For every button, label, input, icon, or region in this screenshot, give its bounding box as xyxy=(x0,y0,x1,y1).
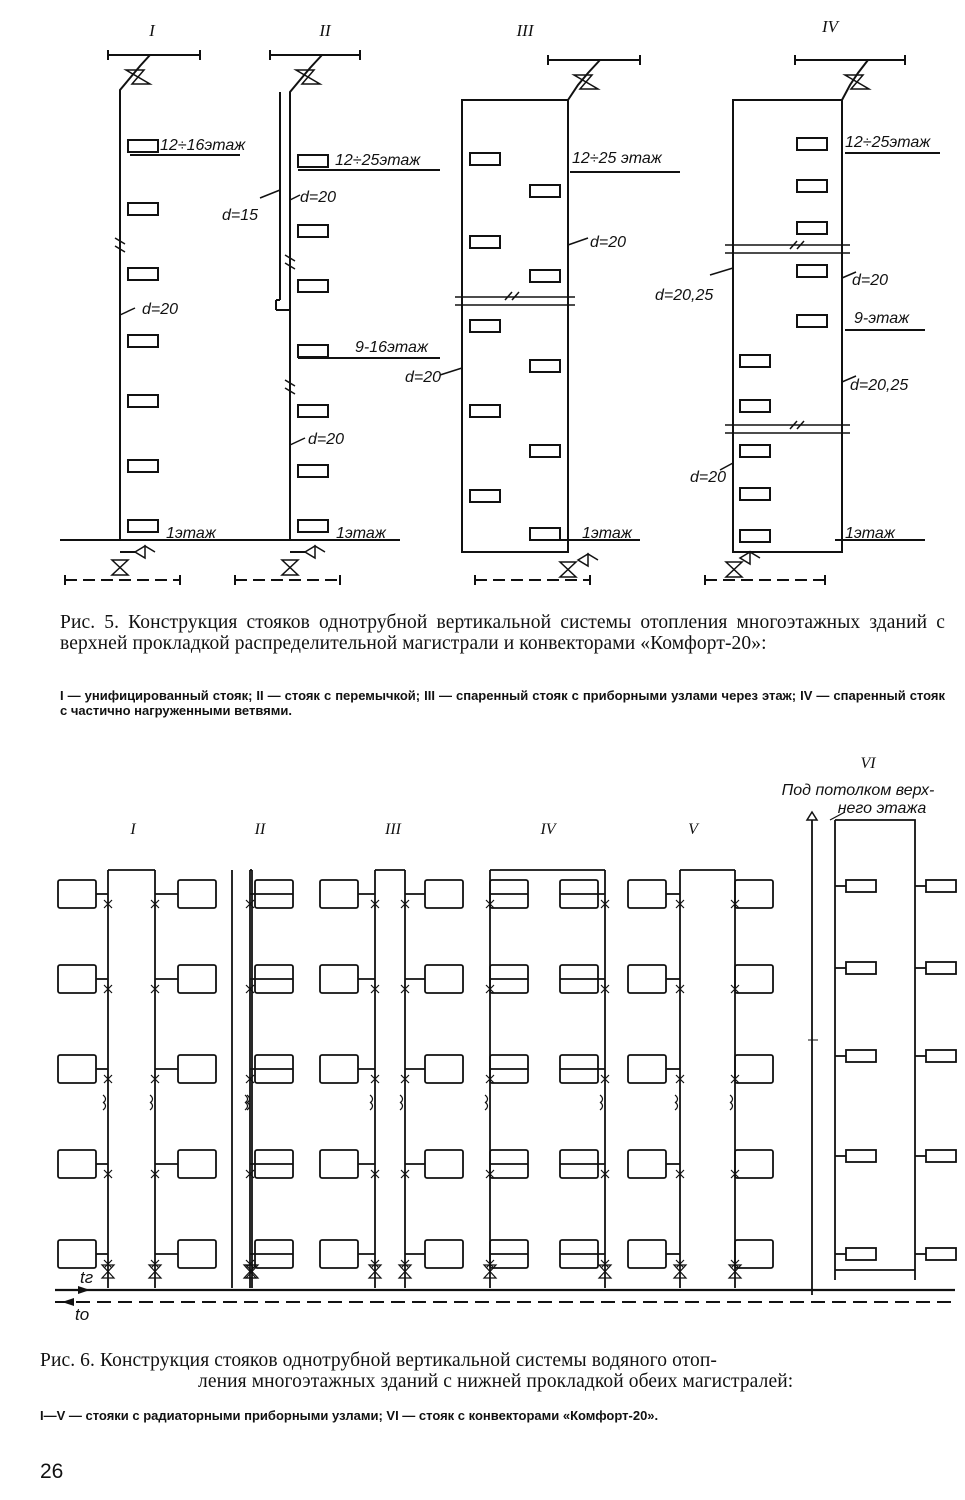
fig6-radiator xyxy=(58,1055,96,1083)
figure-6-caption-line1: Рис. 6. Конструкция стояков однотрубной вертикальной системы водяного отоп- xyxy=(40,1350,718,1371)
fig5-riser-1 xyxy=(60,50,246,585)
fig6-radiator xyxy=(58,1240,96,1268)
fig6-radiator xyxy=(425,1240,463,1268)
figure-5-diagram xyxy=(0,0,965,600)
fig5-riser-3 xyxy=(405,55,680,585)
figure-5-caption-title: Рис. 5. Конструкция стояков однотрубной вертикальной системы отопления многоэтажных зданий с верхней прокладкой распределительной магистрали и конвекторами «Комфорт-20»: xyxy=(60,612,945,654)
fig6-radiator xyxy=(320,880,358,908)
fig5-riser-2 xyxy=(222,50,440,585)
fig5-r3-label-bottom: 1этаж xyxy=(582,525,632,542)
fig6-radiator xyxy=(425,965,463,993)
figure-6-diagram xyxy=(0,740,965,1340)
fig6-radiator xyxy=(178,1055,216,1083)
fig6-radiator xyxy=(58,965,96,993)
fig5-r1-label-top: 12÷16этаж xyxy=(160,137,246,154)
fig6-radiator xyxy=(178,1240,216,1268)
fig5-r4-label-top: 12÷25этаж xyxy=(845,134,931,151)
figure-6-caption-title xyxy=(40,1350,945,1392)
fig5-r2-label-d20a: d=20 xyxy=(300,189,337,206)
fig6-supply-label: tг xyxy=(80,1268,94,1287)
fig5-riser-4 xyxy=(655,55,940,585)
fig5-r4-label-mid: 9-этаж xyxy=(854,310,910,327)
fig6-radiator xyxy=(735,965,773,993)
fig5-r2-label-mid: 9-16этаж xyxy=(355,339,428,356)
fig6-radiator xyxy=(628,1150,666,1178)
fig6-radiator xyxy=(58,1150,96,1178)
fig6-radiator xyxy=(735,1055,773,1083)
fig6-numeral-6: VI xyxy=(860,755,876,772)
fig5-r4-label-bottom: 1этаж xyxy=(845,525,895,542)
fig6-note-line1: Под потолком верх- xyxy=(781,782,935,799)
fig6-risers xyxy=(58,870,773,1288)
figure-5-caption-legend: I — унифицированный стояк; II — стояк с перемычкой; III — спаренный стояк с приборными узлами через этаж; IV — спаренный стояк с частично нагруженными ветвями. xyxy=(60,688,945,718)
page-number: 26 xyxy=(40,1460,64,1483)
fig6-numeral-5: V xyxy=(688,821,698,838)
fig5-r4-label-d20b: d=20 xyxy=(690,469,727,486)
fig5-r1-label-bottom: 1этаж xyxy=(166,525,216,542)
fig5-numeral-2: II xyxy=(319,21,331,40)
fig6-radiator xyxy=(628,1240,666,1268)
fig6-radiator xyxy=(320,965,358,993)
figure-6-caption-line2: ления многоэтажных зданий с нижней прокладкой обеих магистралей: xyxy=(198,1371,794,1392)
fig6-return-label: tо xyxy=(75,1305,90,1324)
fig6-radiator xyxy=(735,1240,773,1268)
fig6-radiator xyxy=(178,965,216,993)
fig5-numeral-4: IV xyxy=(821,17,839,36)
fig6-radiator xyxy=(628,880,666,908)
fig6-radiator xyxy=(628,965,666,993)
figure-6-caption-legend: I—V — стояки с радиаторными приборными узлами; VI — стояк с конвекторами «Комфорт-20». xyxy=(40,1408,659,1423)
fig5-r3-label-d20b: d=20 xyxy=(405,369,442,386)
fig6-radiator xyxy=(320,1240,358,1268)
fig5-r2-label-d15: d=15 xyxy=(222,207,259,224)
fig5-numeral-1: I xyxy=(149,21,155,40)
fig6-radiator xyxy=(178,880,216,908)
fig5-r4-label-d2025b: d=20,25 xyxy=(850,377,909,394)
fig5-r3-label-top: 12÷25 этаж xyxy=(572,150,662,167)
fig6-radiator xyxy=(425,1055,463,1083)
fig6-radiator xyxy=(735,1150,773,1178)
fig5-r1-label-d: d=20 xyxy=(142,301,179,318)
fig5-r4-label-d20a: d=20 xyxy=(852,272,889,289)
fig5-r2-label-bottom: 1этаж xyxy=(336,525,386,542)
fig6-riser-6 xyxy=(807,812,956,1295)
fig5-numeral-3: III xyxy=(516,21,534,40)
fig6-radiator xyxy=(178,1150,216,1178)
fig6-radiator xyxy=(58,880,96,908)
fig6-radiator xyxy=(425,880,463,908)
fig6-numeral-1: I xyxy=(130,821,136,838)
fig6-radiator xyxy=(628,1055,666,1083)
fig6-radiator xyxy=(320,1150,358,1178)
fig5-r3-label-d20a: d=20 xyxy=(590,234,627,251)
fig6-numeral-4: IV xyxy=(540,821,556,838)
fig5-r2-label-d20b: d=20 xyxy=(308,431,345,448)
fig5-r2-label-top: 12÷25этаж xyxy=(335,152,421,169)
fig6-note-line2: него этажа xyxy=(837,800,927,817)
fig5-r4-label-d2025a: d=20,25 xyxy=(655,287,714,304)
fig6-radiator xyxy=(425,1150,463,1178)
fig6-numeral-2: II xyxy=(254,821,266,838)
fig6-numeral-3: III xyxy=(385,821,401,838)
fig6-radiator xyxy=(735,880,773,908)
fig6-radiator xyxy=(320,1055,358,1083)
